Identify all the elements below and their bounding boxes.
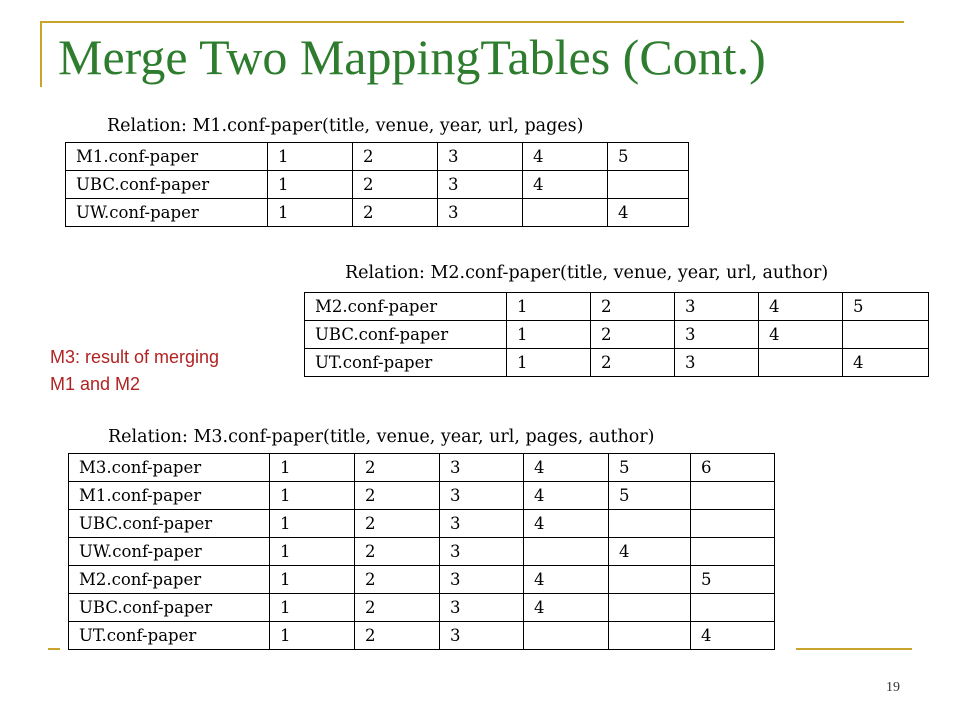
m3-caption: Relation: M3.conf-paper(title, venue, year, url, pages, author): [108, 427, 655, 447]
table-cell: 3: [438, 143, 523, 171]
table-cell: 2: [353, 143, 438, 171]
table-cell: 4: [524, 482, 609, 510]
table-row: [69, 510, 775, 538]
table-cell: 2: [591, 321, 675, 349]
table-cell: 2: [353, 199, 438, 227]
table-cell: [523, 199, 608, 227]
table-cell: 1: [507, 293, 591, 321]
merge-note-line-2: M1 and M2: [50, 374, 141, 394]
row-label-cell: UBC.conf-paper: [305, 321, 507, 349]
table-row: [66, 171, 689, 199]
table-cell: 4: [523, 143, 608, 171]
table-cell: [524, 538, 609, 566]
table-cell: 1: [270, 538, 355, 566]
table-row: [305, 349, 929, 377]
row-label-cell: M3.conf-paper: [69, 454, 270, 482]
row-label-cell: M1.conf-paper: [69, 482, 270, 510]
table-cell: 3: [675, 321, 759, 349]
table-cell: 4: [843, 349, 929, 377]
table-cell: 3: [440, 594, 524, 622]
table-cell: [759, 349, 843, 377]
table-cell: 5: [609, 454, 691, 482]
table-cell: [608, 171, 689, 199]
table-row: [69, 594, 775, 622]
row-label-cell: UW.conf-paper: [69, 538, 270, 566]
table-row: [69, 538, 775, 566]
row-label-cell: M2.conf-paper: [305, 293, 507, 321]
table-cell: [609, 566, 691, 594]
merge-note-line-1: M3: result of merging: [50, 347, 220, 367]
table-cell: 2: [355, 482, 440, 510]
row-label-cell: UBC.conf-paper: [69, 594, 270, 622]
table-cell: [609, 510, 691, 538]
table-cell: [691, 510, 775, 538]
table-cell: 1: [268, 143, 353, 171]
table-cell: 4: [759, 293, 843, 321]
table-cell: 3: [438, 171, 523, 199]
top-accent-line: [40, 21, 904, 23]
table-cell: 4: [691, 622, 775, 650]
table-cell: 3: [438, 199, 523, 227]
table-cell: 4: [609, 538, 691, 566]
table-cell: [691, 594, 775, 622]
table-row: [305, 293, 929, 321]
table-cell: 5: [608, 143, 689, 171]
row-label-cell: UBC.conf-paper: [69, 510, 270, 538]
table-cell: 1: [270, 594, 355, 622]
page-number: 19: [886, 680, 900, 695]
table-cell: 1: [270, 482, 355, 510]
slide-title: Merge Two MappingTables (Cont.): [58, 29, 766, 85]
table-cell: 3: [675, 349, 759, 377]
table-cell: 3: [440, 482, 524, 510]
table-cell: 2: [353, 171, 438, 199]
bottom-right-accent-line: [796, 648, 912, 650]
table-cell: 3: [440, 538, 524, 566]
table-cell: 4: [524, 510, 609, 538]
table-cell: 1: [270, 622, 355, 650]
row-label-cell: UT.conf-paper: [69, 622, 270, 650]
table-cell: 1: [507, 321, 591, 349]
table-cell: 4: [524, 594, 609, 622]
table-cell: [843, 321, 929, 349]
table-cell: 3: [675, 293, 759, 321]
table-cell: [524, 622, 609, 650]
m3-table-body: [69, 454, 775, 650]
table-cell: 1: [270, 510, 355, 538]
table-cell: 5: [609, 482, 691, 510]
table-cell: [691, 538, 775, 566]
table-cell: 1: [270, 566, 355, 594]
table-row: [66, 143, 689, 171]
table-row: [69, 454, 775, 482]
table-cell: 4: [523, 171, 608, 199]
table-cell: 3: [440, 510, 524, 538]
m2-table-body: [305, 293, 929, 377]
table-cell: 1: [270, 454, 355, 482]
merge-note: [50, 344, 219, 398]
table-row: [305, 321, 929, 349]
table-cell: 1: [507, 349, 591, 377]
table-cell: 4: [524, 566, 609, 594]
table-cell: 2: [355, 538, 440, 566]
table-cell: 3: [440, 566, 524, 594]
table-cell: 2: [355, 594, 440, 622]
m2-table: [304, 292, 929, 377]
table-row: [69, 566, 775, 594]
table-cell: 2: [355, 622, 440, 650]
m1-table-body: [66, 143, 689, 227]
table-cell: [609, 594, 691, 622]
table-cell: 2: [355, 510, 440, 538]
table-cell: 3: [440, 622, 524, 650]
table-cell: 2: [591, 293, 675, 321]
table-cell: 5: [691, 566, 775, 594]
table-cell: 2: [591, 349, 675, 377]
m2-caption: Relation: M2.conf-paper(title, venue, year, url, author): [345, 263, 829, 283]
table-cell: 4: [608, 199, 689, 227]
table-row: [66, 199, 689, 227]
row-label-cell: UW.conf-paper: [66, 199, 268, 227]
table-cell: 3: [440, 454, 524, 482]
row-label-cell: M1.conf-paper: [66, 143, 268, 171]
table-cell: 5: [843, 293, 929, 321]
m3-table: [68, 453, 775, 650]
table-cell: 4: [759, 321, 843, 349]
m1-table: [65, 142, 689, 227]
bottom-left-accent-line: [48, 648, 60, 650]
table-row: [69, 482, 775, 510]
left-accent-line: [40, 21, 42, 87]
table-cell: 1: [268, 171, 353, 199]
row-label-cell: M2.conf-paper: [69, 566, 270, 594]
table-cell: [691, 482, 775, 510]
table-cell: 4: [524, 454, 609, 482]
table-cell: 1: [268, 199, 353, 227]
table-cell: 2: [355, 454, 440, 482]
table-cell: 6: [691, 454, 775, 482]
table-row: [69, 622, 775, 650]
row-label-cell: UT.conf-paper: [305, 349, 507, 377]
row-label-cell: UBC.conf-paper: [66, 171, 268, 199]
table-cell: 2: [355, 566, 440, 594]
m1-caption: Relation: M1.conf-paper(title, venue, year, url, pages): [107, 116, 584, 136]
table-cell: [609, 622, 691, 650]
